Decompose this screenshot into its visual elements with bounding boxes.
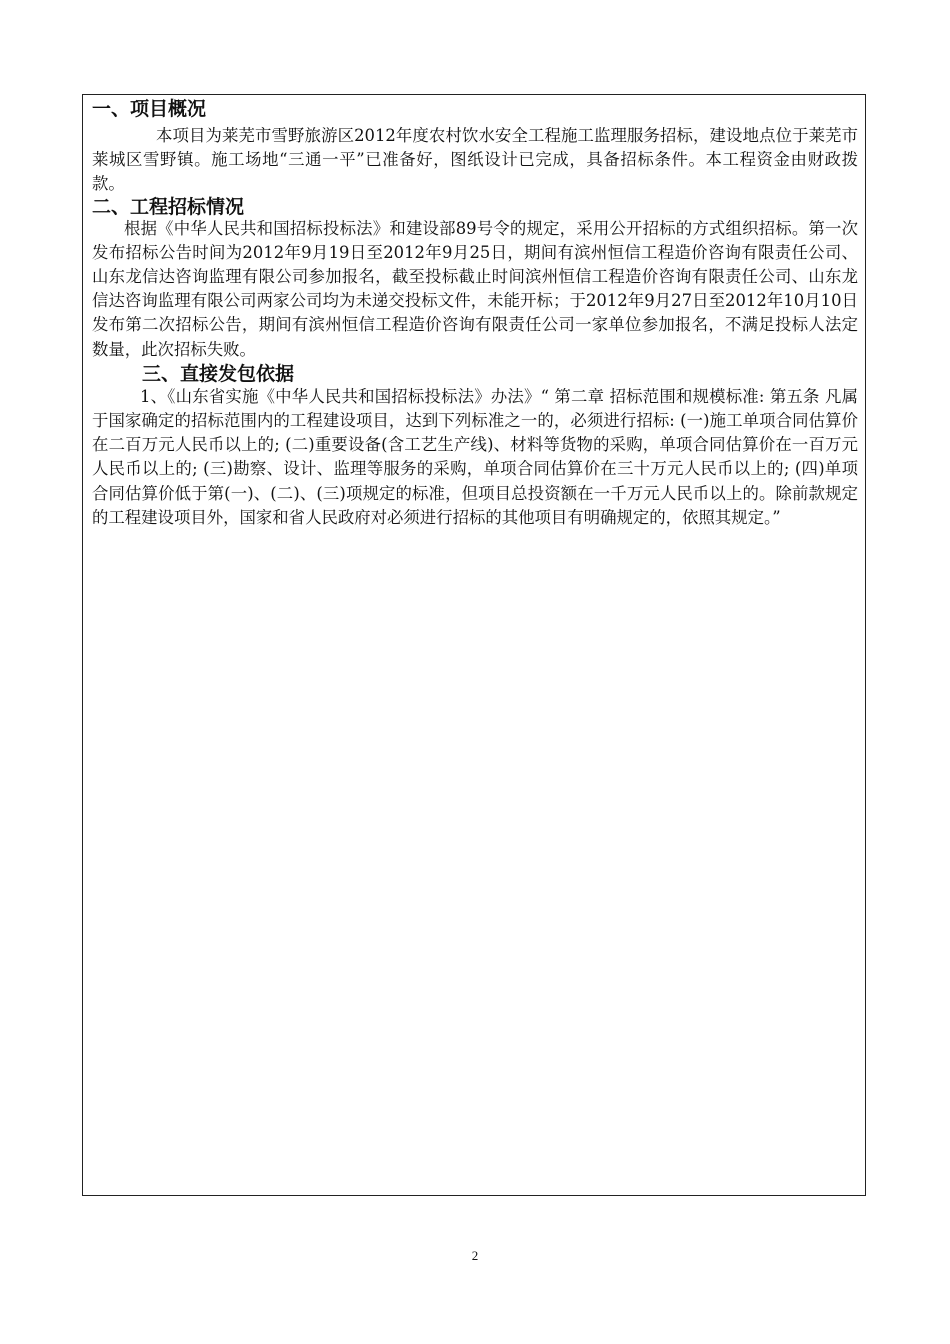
document-body — [92, 99, 858, 530]
section-heading-project-overview: 一、项目概况 — [92, 98, 207, 120]
section-paragraph-direct-contract-basis: 1、《山东省实施《中华人民共和国招标投标法》办法》“ 第二章 招标范围和规模标准: 第五条 凡属于国家确定的招标范围内的工程建设项目，达到下列标准之一的，必须进行招标: (一)施工单项合同估算价在二百万元人民币以上的; (二)重要设备(含工艺生产线)、材料等货物的采购，单项合同估算价在一百万元人民币以上的; (三)勘察、设计、监理等服务的采购，单项合同估算价在三十万元人民币以上的; (四)单项合同估算价低于第(一)、(二)、(三)项规定的标准，但项目总投资额在一千万元人民币以上的。除前款规定的工程建设项目外，国家和省人民政府对必须进行招标的其他项目有明确规定的，依照其规定。” — [92, 386, 858, 527]
page-number: 2 — [471, 1248, 479, 1263]
section-heading-bidding-status: 二、工程招标情况 — [92, 195, 245, 218]
section-paragraph-project-overview: 本项目为莱芜市雪野旅游区2012年度农村饮水安全工程施工监理服务招标，建设地点位于莱芜市莱城区雪野镇。施工场地“三通一平”已准备好，图纸设计已完成，具备招标条件。本工程资金由财政拨款。 — [92, 126, 858, 194]
document-frame — [82, 94, 866, 1196]
section-heading-direct-contract-basis: 三、直接发包依据 — [142, 362, 295, 385]
section-paragraph-bidding-status: 根据《中华人民共和国招标投标法》和建设部89号令的规定，采用公开招标的方式组织招标。第一次发布招标公告时间为2012年9月19日至2012年9月25日，期间有滨州恒信工程造价咨询有限责任公司、山东龙信达咨询监理有限公司参加报名，截至投标截止时间滨州恒信工程造价咨询有限责任公司、山东龙信达咨询监理有限公司两家公司均为未递交投标文件，未能开标；于2012年9月27日至2012年10月10日发布第二次招标公告，期间有滨州恒信工程造价咨询有限责任公司一家单位参加报名，不满足投标人法定数量，此次招标失败。 — [92, 218, 858, 359]
